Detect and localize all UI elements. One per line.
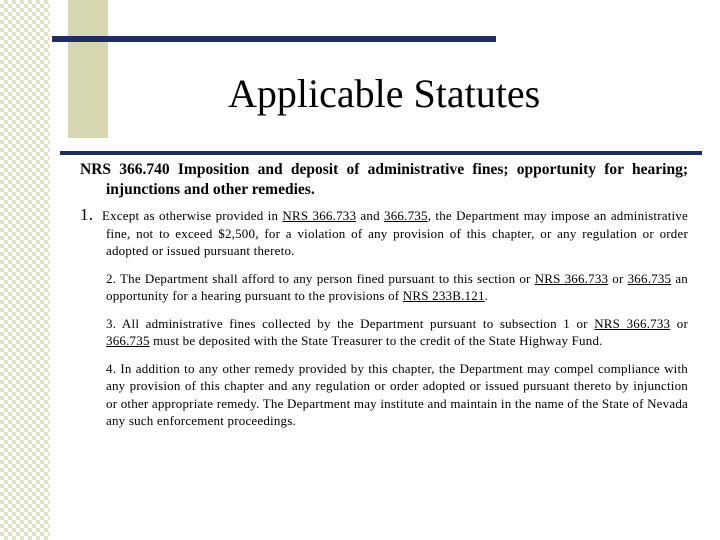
slide-title: Applicable Statutes xyxy=(228,71,541,116)
title-bottom-rule xyxy=(60,151,702,155)
title-top-rule xyxy=(52,36,496,42)
checker-pattern xyxy=(0,0,50,540)
subsection-1-text-a: Except as otherwise provided in xyxy=(102,208,283,223)
subsection-2-text-a: 2. The Department shall afford to any person fined pursuant to this section or xyxy=(106,270,535,286)
statute-link[interactable]: NRS 233B.121 xyxy=(402,288,485,303)
statute-link[interactable]: 366.735 xyxy=(627,270,672,286)
subsection-2-text-c: an opportunity for a hearing pursuant to the provisions of xyxy=(106,270,688,303)
subsection-3 xyxy=(80,315,688,350)
subsection-3-text-c: must be deposited with the State Treasurer to the credit of the State Highway Fund. xyxy=(149,333,603,348)
subsection-2-text-d: . xyxy=(484,288,489,303)
subsection-1-text-c: , the Department may impose an administrative fine, not to exceed $2,500, for a violation of any provision of this chapter, or any regulation or order adopted or issued pursuant thereto. xyxy=(106,208,688,258)
statute-link[interactable]: NRS 366.733 xyxy=(282,208,357,223)
subsection-1-text-b: and xyxy=(356,208,385,223)
subsection-2 xyxy=(80,270,688,305)
slide-body xyxy=(80,160,688,430)
subsection-4-text: 4. In addition to any other remedy provided by this chapter, the Department may compel compliance with any provision of this chapter and any regulation or order adopted or issued pursuant thereto by injunction or other appropriate remedy. The Department may institute and maintain in the name of the State of Nevada any such enforcement proceedings. xyxy=(106,360,688,428)
statute-link[interactable]: NRS 366.733 xyxy=(594,315,671,331)
decorative-block xyxy=(68,0,108,138)
subsection-3-text-b: or xyxy=(670,315,688,331)
statute-link[interactable]: 366.735 xyxy=(106,333,150,348)
statute-link[interactable]: NRS 366.733 xyxy=(534,270,609,286)
statute-link[interactable]: 366.735 xyxy=(384,208,428,223)
subsection-1-number: 1. xyxy=(80,205,94,224)
subsection-3-text-a: 3. All administrative fines collected by the Department pursuant to subsection 1 or xyxy=(106,315,595,331)
subsection-1 xyxy=(80,206,688,260)
statute-heading: NRS 366.740 Imposition and deposit of administrative fines; opportunity for hearing; injunctions and other remedies. xyxy=(80,161,688,198)
subsection-4 xyxy=(80,360,688,430)
subsection-2-text-b: or xyxy=(608,270,628,286)
